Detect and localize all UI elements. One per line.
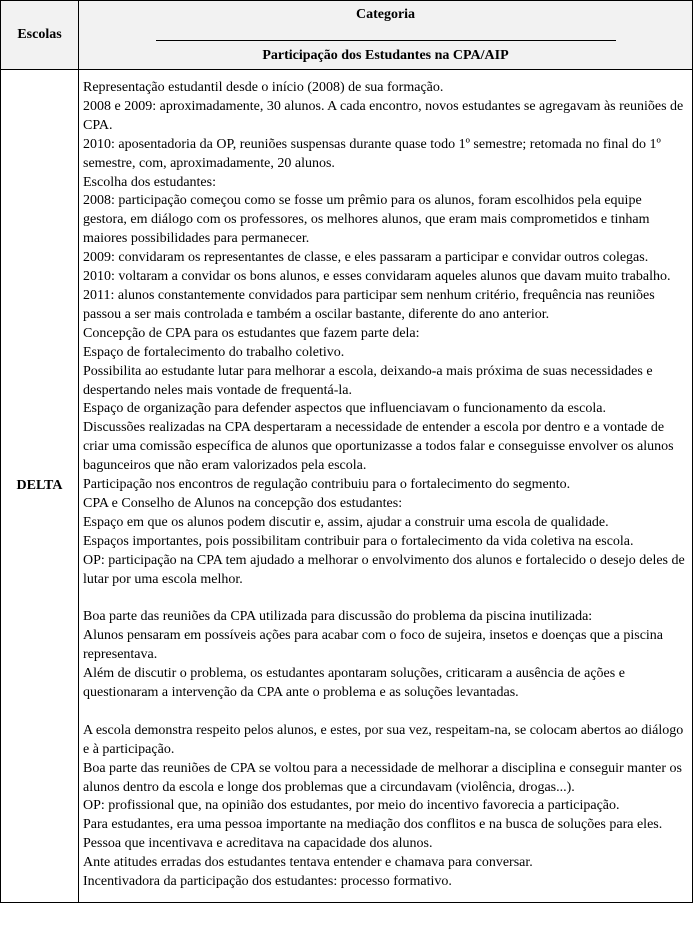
content-paragraph: Pessoa que incentivava e acreditava na capacidade dos alunos. bbox=[83, 836, 433, 852]
content-paragraph: Além de discutir o problema, os estudantes apontaram soluções, criticaram a ausência de ações e questionaram a intervenção da CPA ante o problema e as soluções levantadas. bbox=[83, 666, 625, 700]
content-paragraph: A escola demonstra respeito pelos alunos, e estes, por sua vez, respeitam-na, se colocam abertos ao diálogo e à participação. bbox=[83, 722, 684, 757]
content-paragraph: Alunos pensaram em possíveis ações para acabar com o foco de sujeira, insetos e doenças que a piscina representava. bbox=[83, 628, 664, 663]
content-paragraph: Espaço de organização para defender aspectos que influenciavam o funcionamento da escola. bbox=[83, 401, 606, 417]
table-row bbox=[1, 70, 693, 903]
header-category-label: Categoria bbox=[355, 6, 416, 22]
content-paragraph: Ante atitudes erradas dos estudantes tentava entender e chamava para conversar. bbox=[83, 855, 533, 871]
content-paragraph: 2011: alunos constantemente convidados para participar sem nenhum critério, frequência nas reuniões passou a ser mais controlada e também a oscilar bastante, diferente do ano anterior. bbox=[83, 287, 655, 322]
header-category bbox=[79, 1, 693, 70]
content-paragraph: Incentivadora da participação dos estudantes: processo formativo. bbox=[83, 874, 452, 890]
content-paragraph: CPA e Conselho de Alunos na concepção dos estudantes: bbox=[83, 495, 403, 511]
content-paragraph: 2009: convidaram os representantes de classe, e eles passaram a participar e convidar outros colegas. bbox=[83, 250, 649, 266]
school-name: DELTA bbox=[1, 70, 79, 903]
content-paragraph: Possibilita ao estudante lutar para melhorar a escola, deixando-a mais próxima de suas necessidades e despertando neles mais vontade de frequentá-la. bbox=[83, 363, 653, 398]
content-paragraph: Concepção de CPA para os estudantes que fazem parte dela: bbox=[83, 325, 420, 341]
content-paragraph: Boa parte das reuniões da CPA utilizada para discussão do problema da piscina inutilizada: bbox=[83, 609, 593, 625]
content-paragraph: Espaço de fortalecimento do trabalho coletivo. bbox=[83, 344, 345, 360]
content-paragraph: Representação estudantil desde o início (2008) de sua formação. bbox=[83, 80, 444, 95]
content-paragraph: 2010: aposentadoria da OP, reuniões suspensas durante quase todo 1º semestre; retomada no final do 1º semestre, com, aproximadamente, 20 alunos. bbox=[83, 136, 661, 171]
blank-line bbox=[83, 589, 688, 608]
header-category-value: Participação dos Estudantes na CPA/AIP bbox=[262, 47, 509, 63]
content-paragraph: Espaços importantes, pois possibilitam contribuir para o fortalecimento da vida coletiva na escola. bbox=[83, 533, 634, 549]
content-paragraph: 2010: voltaram a convidar os bons alunos, e esses convidaram aqueles alunos que davam muito trabalho. bbox=[83, 269, 671, 285]
content-paragraph: Espaço em que os alunos podem discutir e, assim, ajudar a construir uma escola de qualidade. bbox=[83, 514, 609, 530]
table-header-row bbox=[1, 1, 693, 70]
header-category-divider bbox=[156, 32, 616, 41]
category-content bbox=[79, 70, 693, 903]
content-paragraph: OP: participação na CPA tem ajudado a melhorar o envolvimento dos alunos e fortalecido o desejo deles de lutar por uma escola melhor. bbox=[83, 552, 685, 587]
header-schools: Escolas bbox=[1, 1, 79, 70]
content-paragraph: Para estudantes, era uma pessoa importante na mediação dos conflitos e na busca de soluções para eles. bbox=[83, 817, 663, 833]
content-paragraph: Escolha dos estudantes: bbox=[83, 174, 216, 190]
content-paragraph: Discussões realizadas na CPA despertaram a necessidade de entender a escola por dentro e a vontade de criar uma comissão específica de alunos que oportunizasse a todos falar e conseguisse envolver os alunos bagunceiros que não eram valorizados pela escola. bbox=[83, 420, 674, 474]
blank-line bbox=[83, 703, 688, 722]
content-paragraph: OP: profissional que, na opinião dos estudantes, por meio do incentivo favorecia a participação. bbox=[83, 798, 620, 814]
content-paragraph: 2008 e 2009: aproximadamente, 30 alunos. A cada encontro, novos estudantes se agregavam às reuniões de CPA. bbox=[83, 98, 684, 133]
content-paragraph: Boa parte das reuniões de CPA se voltou para a necessidade de melhorar a disciplina e conseguir manter os alunos dentro da escola e longe dos problemas que a circundavam (violência, drogas...). bbox=[83, 760, 682, 795]
content-paragraph: Participação nos encontros de regulação contribuiu para o fortalecimento do segmento. bbox=[83, 477, 571, 493]
content-paragraph: 2008: participação começou como se fosse um prêmio para os alunos, foram escolhidos pela equipe gestora, em diálogo com os professores, os melhores alunos, que eram mais comprometidos e tinham maiores possibilidades para permanecer. bbox=[83, 193, 650, 247]
